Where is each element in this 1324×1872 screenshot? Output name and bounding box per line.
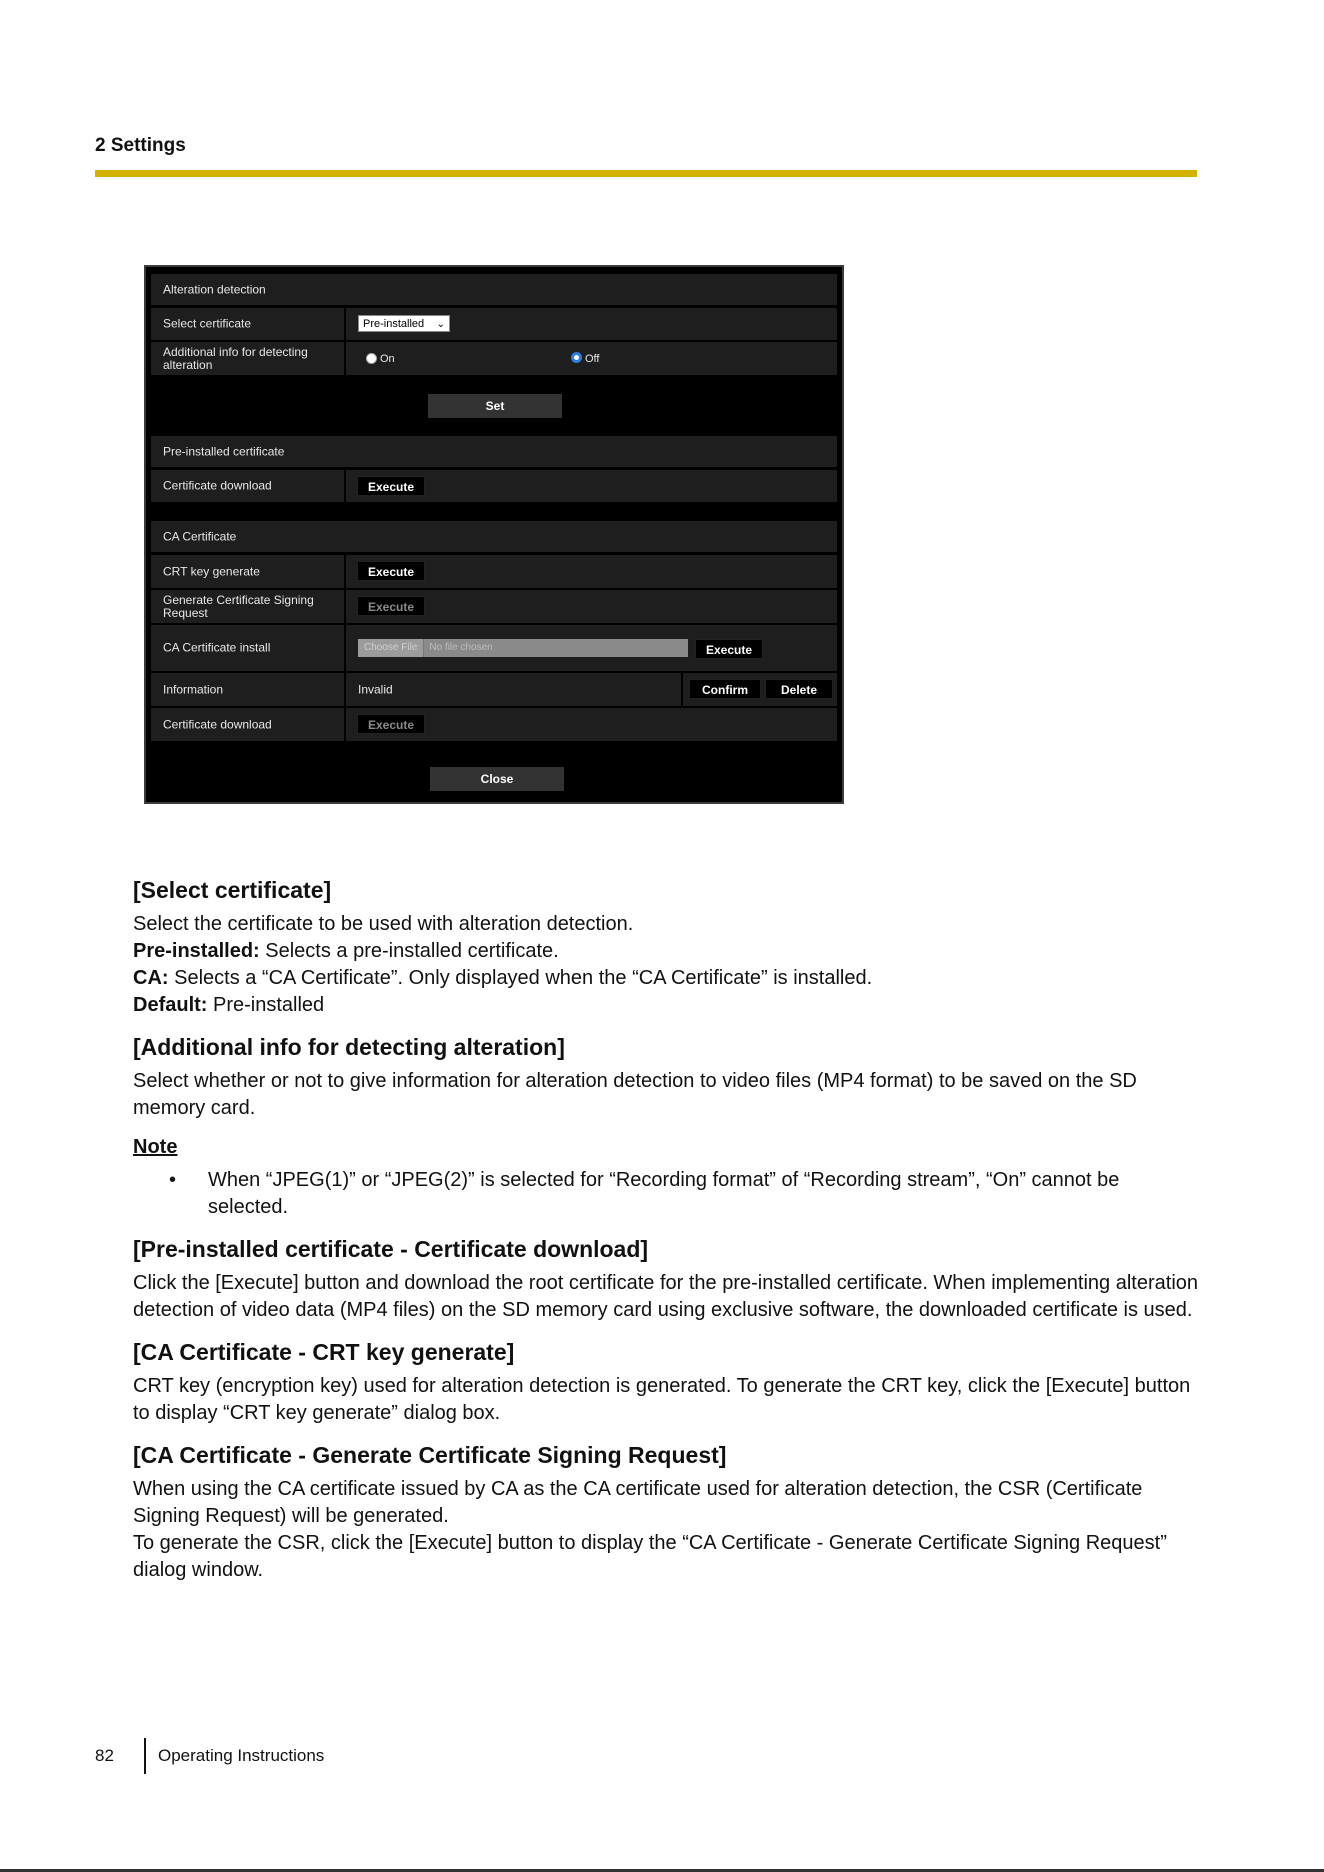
section-preinstalled-download — [133, 1234, 1203, 1324]
row-ca-certificate-install — [151, 625, 837, 671]
paragraph: Select the certificate to be used with alteration detection. — [133, 913, 634, 935]
row-label: Additional info for detecting alteration — [163, 344, 308, 372]
section-additional-info — [133, 1032, 1203, 1221]
paragraph — [133, 965, 1203, 992]
paragraph — [133, 992, 1203, 1019]
section-title: Pre-installed certificate — [163, 444, 285, 458]
delete-button[interactable]: Delete — [765, 679, 833, 699]
page-number: 82 — [95, 1746, 114, 1765]
row-generate-csr — [151, 590, 837, 623]
paragraph — [133, 938, 1203, 965]
close-button[interactable]: Close — [430, 767, 564, 791]
section-generate-csr — [133, 1440, 1203, 1584]
section-ca-certificate — [151, 521, 837, 552]
row-label: Certificate download — [163, 717, 272, 731]
section-select-certificate — [133, 875, 1203, 1019]
section-heading: [Pre-installed certificate - Certificate download] — [133, 1236, 649, 1262]
preinstalled-download-execute-button[interactable]: Execute — [357, 476, 425, 496]
term: Pre-installed: — [133, 940, 260, 962]
paragraph: CRT key (encryption key) used for alteration detection is generated. To generate the CRT key, click the [Execute] button to display “CRT key generate” dialog box. — [133, 1375, 1191, 1424]
select-value: Pre-installed — [363, 318, 425, 330]
cell-divider — [681, 673, 683, 706]
bullet-text: When “JPEG(1)” or “JPEG(2)” is selected for “Recording format” of “Recording stream”, “On” cannot be selected. — [208, 1169, 1120, 1218]
row-label: Generate Certificate Signing Request — [163, 592, 314, 620]
row-label: CRT key generate — [163, 564, 260, 578]
paragraph: To generate the CSR, click the [Execute] button to display the “CA Certificate - Generate Certificate Signing Request” dialog window. — [133, 1532, 1167, 1581]
paragraph: Click the [Execute] button and download the root certificate for the pre-installed certificate. When implementing alteration detection of video data (MP4 files) on the SD memory card using exclusive software, the downloaded certificate is used. — [133, 1272, 1199, 1321]
row-additional-info — [151, 342, 837, 375]
row-label: Select certificate — [163, 316, 252, 331]
footer-title: Operating Instructions — [158, 1746, 325, 1765]
note-heading: Note — [133, 1136, 178, 1158]
ca-download-execute-button[interactable]: Execute — [357, 714, 425, 734]
file-status: No file chosen — [429, 642, 493, 653]
radio-on-label: On — [380, 353, 395, 365]
radio-on[interactable] — [366, 353, 377, 364]
choose-file-button[interactable]: Choose File — [358, 639, 424, 657]
definition: Pre-installed — [207, 994, 325, 1016]
radio-off-label: Off — [585, 353, 600, 365]
settings-panel — [144, 265, 844, 804]
row-preinstalled-cert-download — [151, 470, 837, 502]
information-value: Invalid — [358, 682, 393, 696]
section-heading: [CA Certificate - CRT key generate] — [133, 1339, 515, 1365]
file-input[interactable] — [358, 639, 688, 657]
section-title: Alteration detection — [163, 282, 266, 296]
footer-divider — [144, 1738, 146, 1774]
radio-off[interactable] — [571, 352, 582, 363]
row-ca-cert-download — [151, 708, 837, 741]
section-title: CA Certificate — [163, 529, 237, 543]
row-label: Information — [163, 682, 224, 696]
row-crt-key-generate — [151, 555, 837, 588]
chevron-down-icon: ⌄ — [436, 319, 445, 330]
section-alteration-detection — [151, 274, 837, 305]
definition: Selects a pre-installed certificate. — [259, 940, 559, 962]
document-body — [133, 875, 1203, 1597]
ca-install-execute-button[interactable]: Execute — [695, 639, 763, 659]
section-heading: [Additional info for detecting alteration] — [133, 1034, 565, 1060]
row-information — [151, 673, 837, 706]
section-heading: [Select certificate] — [133, 877, 332, 903]
row-label: CA Certificate install — [163, 640, 271, 655]
bullet-dot: • — [169, 1169, 177, 1191]
definition: Selects a “CA Certificate”. Only displayed when the “CA Certificate” is installed. — [168, 967, 873, 989]
crt-key-execute-button[interactable]: Execute — [357, 561, 425, 581]
row-label: Certificate download — [163, 478, 272, 493]
page-section-header: 2 Settings — [95, 135, 186, 156]
row-select-certificate — [151, 308, 837, 340]
term: CA: — [133, 967, 169, 989]
confirm-button[interactable]: Confirm — [689, 679, 761, 699]
header-rule — [95, 170, 1197, 177]
section-preinstalled-certificate — [151, 436, 837, 467]
csr-execute-button[interactable]: Execute — [357, 596, 425, 616]
note-bullet — [133, 1167, 1203, 1221]
paragraph: When using the CA certificate issued by CA as the CA certificate used for alteration detection, the CSR (Certificate Signing Request) will be generated. — [133, 1478, 1143, 1527]
set-button[interactable]: Set — [428, 394, 562, 418]
section-heading: [CA Certificate - Generate Certificate Signing Request] — [133, 1442, 727, 1468]
paragraph: Select whether or not to give information for alteration detection to video files (MP4 format) to be saved on the SD memory card. — [133, 1070, 1137, 1119]
term: Default: — [133, 994, 208, 1016]
select-certificate-dropdown[interactable] — [358, 315, 450, 332]
section-crt-key-generate — [133, 1337, 1203, 1427]
